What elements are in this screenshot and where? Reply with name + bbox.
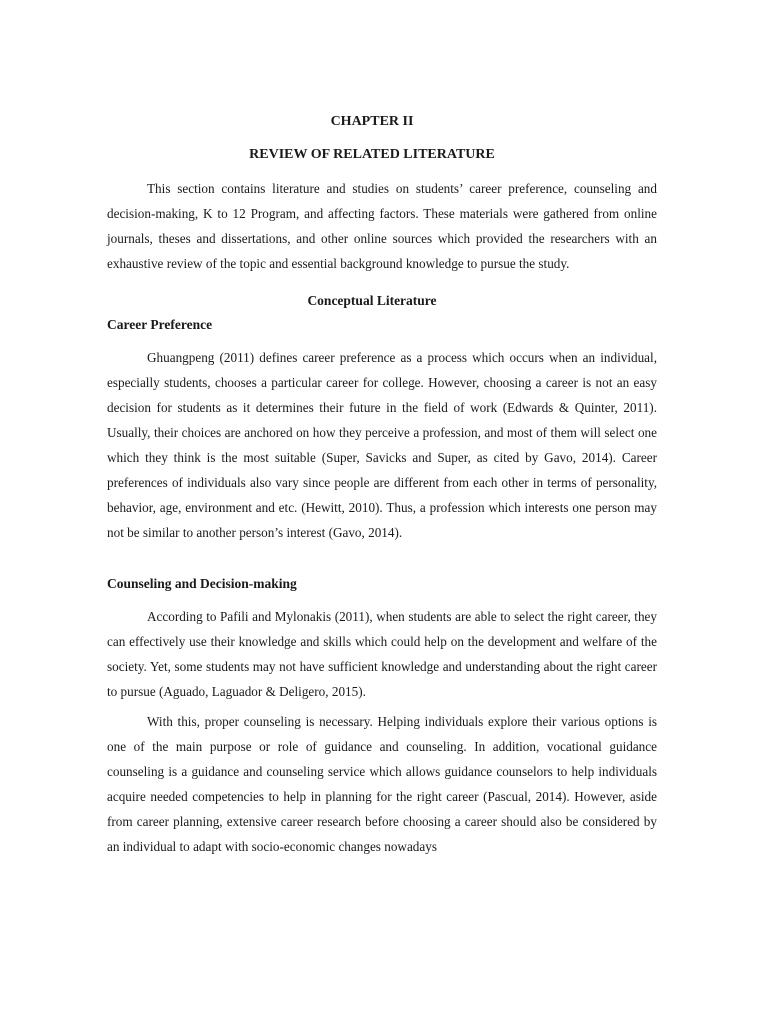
intro-paragraph: This section contains literature and studies on students’ career preference, counseling and decision-making, K to 12 Program, and affecting factors. These materials were gathered from online journals, theses and dissertations, and other online sources which provided the researchers with an exhaustive review of the topic and essential background knowledge to pursue the study. (107, 181, 657, 271)
section-heading-counseling: Counseling and Decision-making (107, 576, 297, 591)
document-page (107, 0, 657, 1024)
career-preference-paragraph: Ghuangpeng (2011) defines career preference as a process which occurs when an individual, especially students, chooses a particular career for college. However, choosing a career is not an easy decision for students as it determines their future in the field of work (Edwards & Quinter, 2011). Usually, their choices are anchored on how they perceive a profession, and most of them will select one which they think is the most suitable (Super, Savicks and Super, as cited by Gavo, 2014). Career preferences of individuals also vary since people are different from each other in terms of personality, behavior, age, environment and etc. (Hewitt, 2010). Thus, a profession which interests one person may not be similar to another person’s interest (Gavo, 2014). (107, 350, 657, 540)
chapter-label: CHAPTER II (330, 114, 414, 129)
counseling-paragraph-2: With this, proper counseling is necessary. Helping individuals explore their various options is one of the main purpose or role of guidance and counseling. In addition, vocational guidance counseling is a guidance and counseling service which allows guidance counselors to help individuals acquire needed competencies to help in planning for the right career (Pascual, 2014). However, aside from career planning, extensive career research before choosing a career should also be considered by an individual to adapt with socio-economic changes nowadays (107, 714, 657, 854)
conceptual-literature-heading: Conceptual Literature (307, 293, 437, 308)
counseling-paragraph-1: According to Pafili and Mylonakis (2011), when students are able to select the right career, they can effectively use their knowledge and skills which could help on the development and welfare of the society. Yet, some students may not have sufficient knowledge and understanding about the right career to pursue (Aguado, Laguador & Deligero, 2015). (107, 609, 657, 699)
section-heading-career-preference: Career Preference (107, 317, 213, 332)
chapter-title: REVIEW OF RELATED LITERATURE (249, 147, 495, 162)
